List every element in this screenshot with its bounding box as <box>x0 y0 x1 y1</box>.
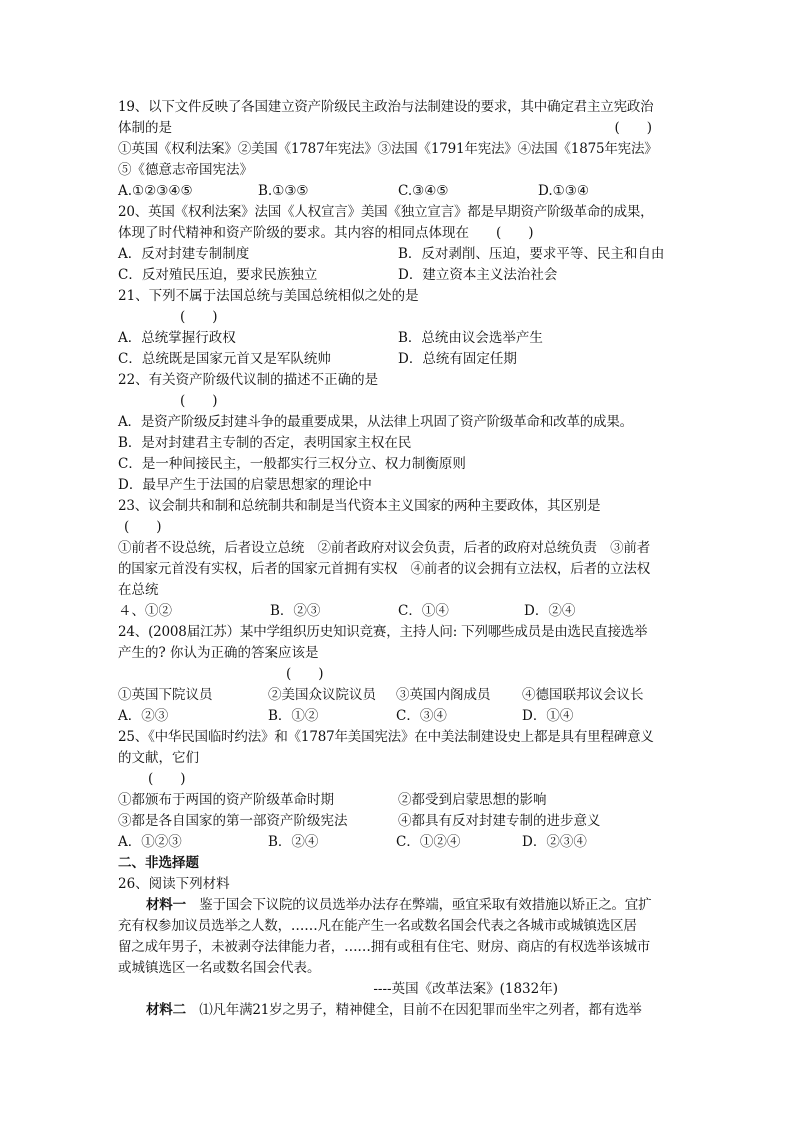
material-1-line2: 充有权参加议员选举之人数，……凡在能产生一名或数名国会代表之各城市或城镇选区居 <box>118 918 637 934</box>
q22-stem: 22、有关资产阶级代议制的描述不正确的是 <box>118 372 379 388</box>
q24-option-b: B．①② <box>268 708 319 724</box>
q22-option-a: A．是资产阶级反封建斗争的最重要成果，从法律上巩固了资产阶级革命和改革的成果。 <box>118 414 633 430</box>
q22-option-d: D．最早产生于法国的启蒙思想家的理论中 <box>118 477 372 493</box>
q24-items <box>118 685 678 706</box>
q24-option-c: C．③④ <box>396 708 447 724</box>
q25-item-4: ④都具有反对封建专制的进步意义 <box>398 813 601 829</box>
material-2-text1: ⑴凡年满21岁之男子，精神健全，目前不在因犯罪而坐牢之列者，都有选举 <box>185 1002 642 1018</box>
q23-desc-line3: 在总统 <box>118 582 159 598</box>
material-1-source: ----英国《改革法案》(1832年) <box>373 981 558 997</box>
q23-option-d: D．②④ <box>524 603 576 619</box>
q22-option-b: B．是对封建君主专制的否定，表明国家主权在民 <box>118 435 412 451</box>
q19-option-a: A.①②③④⑤ <box>118 183 193 199</box>
q19-option-d: D.①③④ <box>538 183 589 199</box>
material-2-line1 <box>118 1000 678 1021</box>
section-heading: 二、非选择题 <box>118 855 199 871</box>
q23-option-b: B．②③ <box>270 603 321 619</box>
q23-option-c: C．①④ <box>398 603 449 619</box>
q25-options <box>118 832 678 853</box>
q21-options-row1 <box>118 328 678 349</box>
q24-item-2: ②美国众议院议员 <box>268 687 376 703</box>
q20-options-row2 <box>118 265 678 286</box>
q19-stem-text: 体制的是 <box>118 120 172 136</box>
q26-stem: 26、阅读下列材料 <box>118 876 230 892</box>
q25-option-a: A．①②③ <box>118 834 182 850</box>
q20-option-c: C．反对殖民压迫，要求民族独立 <box>118 267 318 283</box>
q21-option-b: B．总统由议会选举产生 <box>398 330 543 346</box>
q23-desc-line1: ①前者不设总统，后者设立总统 ②前者政府对议会负责，后者的政府对总统负责 ③前者 <box>118 540 650 556</box>
exam-page <box>118 97 678 1021</box>
q24-option-a: A．②③ <box>118 708 169 724</box>
q19-docs-line2: ⑤《德意志帝国宪法》 <box>118 162 253 178</box>
q22-option-c: C．是一种间接民主，一般都实行三权分立、权力制衡原则 <box>118 456 466 472</box>
q19-stem-line1: 19、以下文件反映了各国建立资产阶级民主政治与法制建设的要求，其中确定君主立宪政治 <box>118 99 654 115</box>
q24-stem-line1: 24、(2008届江苏）某中学组织历史知识竞赛，主持人问: 下列哪些成员是由选民直接选举 <box>118 624 648 640</box>
q24-item-3: ③英国内阁成员 <box>396 687 491 703</box>
q24-stem-line2: 产生的? 你认为正确的答案应该是 <box>118 645 319 661</box>
q25-item-3: ③都是各自国家的第一部资产阶级宪法 <box>118 813 348 829</box>
q23-answer-paren: ( ) <box>124 519 162 535</box>
q25-option-c: C．①②④ <box>396 834 461 850</box>
material-1-line3: 留之成年男子，未被剥夺法律能力者，……拥有或租有住宅、财房、商店的有权选举该城市 <box>118 939 650 955</box>
q19-stem-line2 <box>118 118 678 139</box>
material-1-line1 <box>118 895 678 916</box>
q25-stem-line1: 25、《中华民国临时约法》和《1787年美国宪法》在中美法制建设史上都是具有里程碑意义 <box>118 729 654 745</box>
q23-stem: 23、议会制共和制和总统制共和制是当代资本主义国家的两种主要政体，其区别是 <box>118 498 601 514</box>
q25-item-1: ①都颁布于两国的资产阶级革命时期 <box>118 792 334 808</box>
q21-options-row2 <box>118 349 678 370</box>
q19-docs-line1: ①英国《权利法案》②美国《1787年宪法》③法国《1791年宪法》④法国《1875年宪法》 <box>118 141 658 157</box>
q24-option-d: D．①④ <box>522 708 574 724</box>
material-1-text1: 鉴于国会下议院的议员选举办法存在弊端，亟宜采取有效措施以矫正之。宜扩 <box>185 897 652 913</box>
q20-option-b: B．反对剥削、压迫，要求平等、民主和自由 <box>398 246 665 262</box>
q24-answer-paren: ( ) <box>286 666 324 682</box>
material-1-label: 材料一 <box>146 897 186 913</box>
q19-option-b: B.①③⑤ <box>258 183 309 199</box>
material-2-label: 材料二 <box>146 1002 186 1018</box>
q23-option-a: ４、①② <box>118 603 172 619</box>
q21-option-d: D．总统有固定任期 <box>398 351 517 367</box>
q24-item-1: ①英国下院议员 <box>118 687 213 703</box>
q25-answer-paren: ( ) <box>148 771 186 787</box>
q21-stem: 21、下列不属于法国总统与美国总统相似之处的是 <box>118 288 419 304</box>
q24-item-4: ④德国联邦议会议长 <box>522 687 644 703</box>
q23-options <box>118 601 678 622</box>
q19-option-c: C.③④⑤ <box>398 183 449 199</box>
q21-option-c: C．总统既是国家元首又是军队统帅 <box>118 351 331 367</box>
q25-option-b: B．②④ <box>268 834 319 850</box>
q25-option-d: D．②③④ <box>522 834 587 850</box>
q25-items-row1 <box>118 790 678 811</box>
q20-options-row1 <box>118 244 678 265</box>
q21-option-a: A．总统掌握行政权 <box>118 330 236 346</box>
q23-desc-line2: 的国家元首没有实权，后者的国家元首拥有实权 ④前者的议会拥有立法权，后者的立法权 <box>118 561 650 577</box>
q19-options <box>118 181 678 202</box>
q21-answer-paren: ( ) <box>180 309 218 325</box>
material-1-line4: 或城镇选区一名或数名国会代表。 <box>118 960 321 976</box>
q25-item-2: ②都受到启蒙思想的影响 <box>398 792 547 808</box>
q22-answer-paren: ( ) <box>180 393 218 409</box>
q25-items-row2 <box>118 811 678 832</box>
q20-stem-line1: 20、英国《权利法案》法国《人权宣言》美国《独立宣言》都是早期资产阶级革命的成果， <box>118 204 654 220</box>
q20-option-d: D．建立资本主义法治社会 <box>398 267 558 283</box>
q19-answer-paren: ( ) <box>614 120 652 136</box>
q24-options <box>118 706 678 727</box>
q25-stem-line2: 的文献，它们 <box>118 750 199 766</box>
q20-option-a: A．反对封建专制制度 <box>118 246 250 262</box>
q20-stem-line2: 体现了时代精神和资产阶级的要求。其内容的相同点体现在 ( ) <box>118 225 534 241</box>
